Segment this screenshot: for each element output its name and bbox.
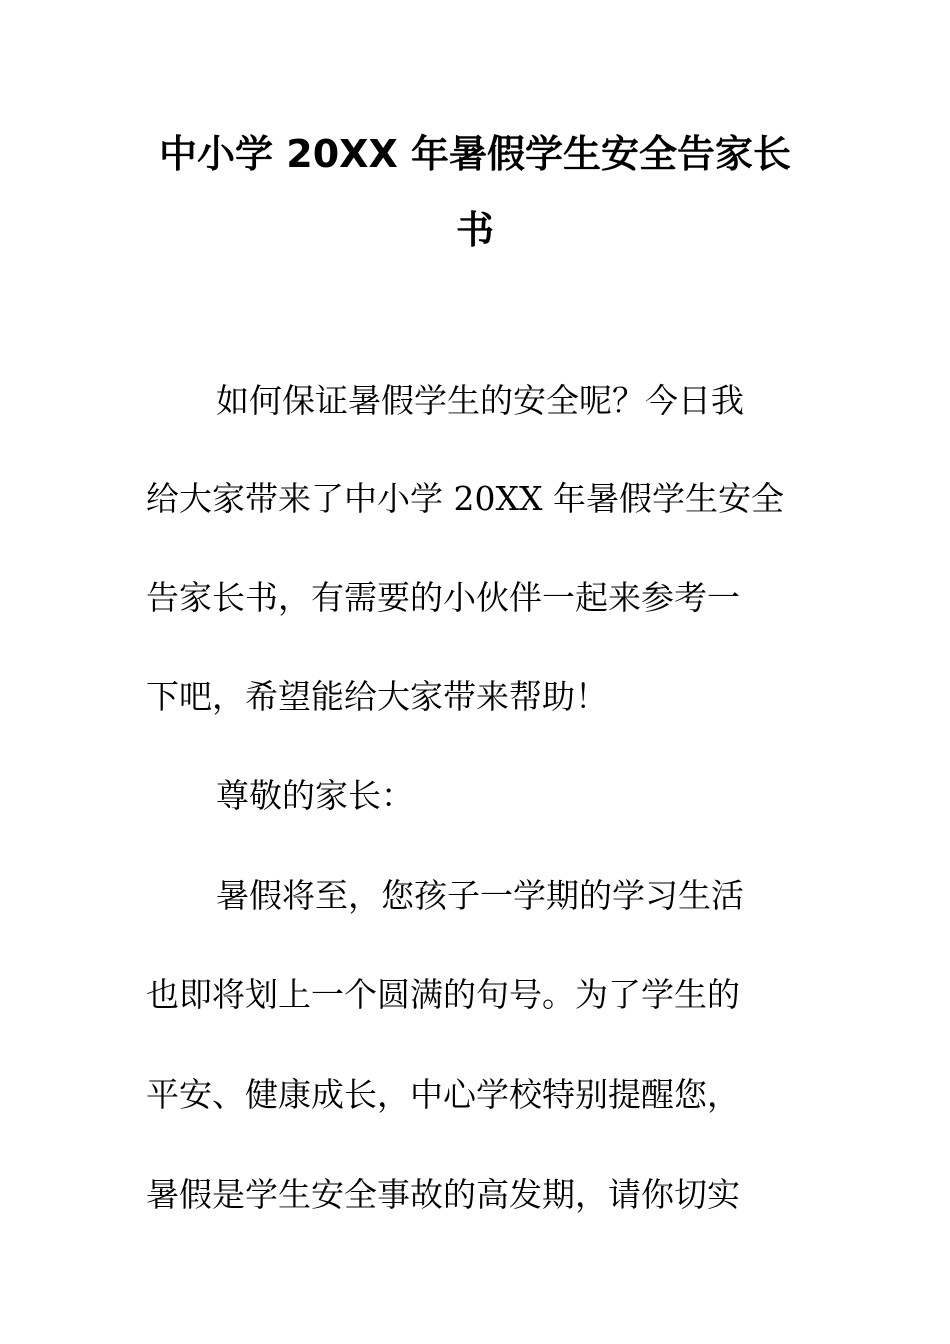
- body-line-1: 暑假将至，您孩子一学期的学习生活: [216, 876, 744, 915]
- intro-line-1: 如何保证暑假学生的安全呢？今日我: [216, 381, 744, 420]
- body-line-4: 暑假是学生安全事故的高发期，请你切实: [146, 1175, 740, 1214]
- salutation: 尊敬的家长：: [216, 776, 414, 815]
- body-line-2: 也即将划上一个圆满的句号。为了学生的: [146, 975, 740, 1014]
- body-line-3: 平安、健康成长，中心学校特别提醒您，: [146, 1075, 740, 1114]
- document-title-line-2: 书: [455, 208, 494, 252]
- document-title-line-1: 中小学 20XX 年暑假学生安全告家长: [159, 132, 791, 176]
- intro-line-3: 告家长书，有需要的小伙伴一起来参考一: [146, 578, 740, 617]
- intro-line-2: 给大家带来了中小学 20XX 年暑假学生安全: [146, 479, 784, 518]
- intro-line-4: 下吧，希望能给大家带来帮助！: [146, 677, 608, 716]
